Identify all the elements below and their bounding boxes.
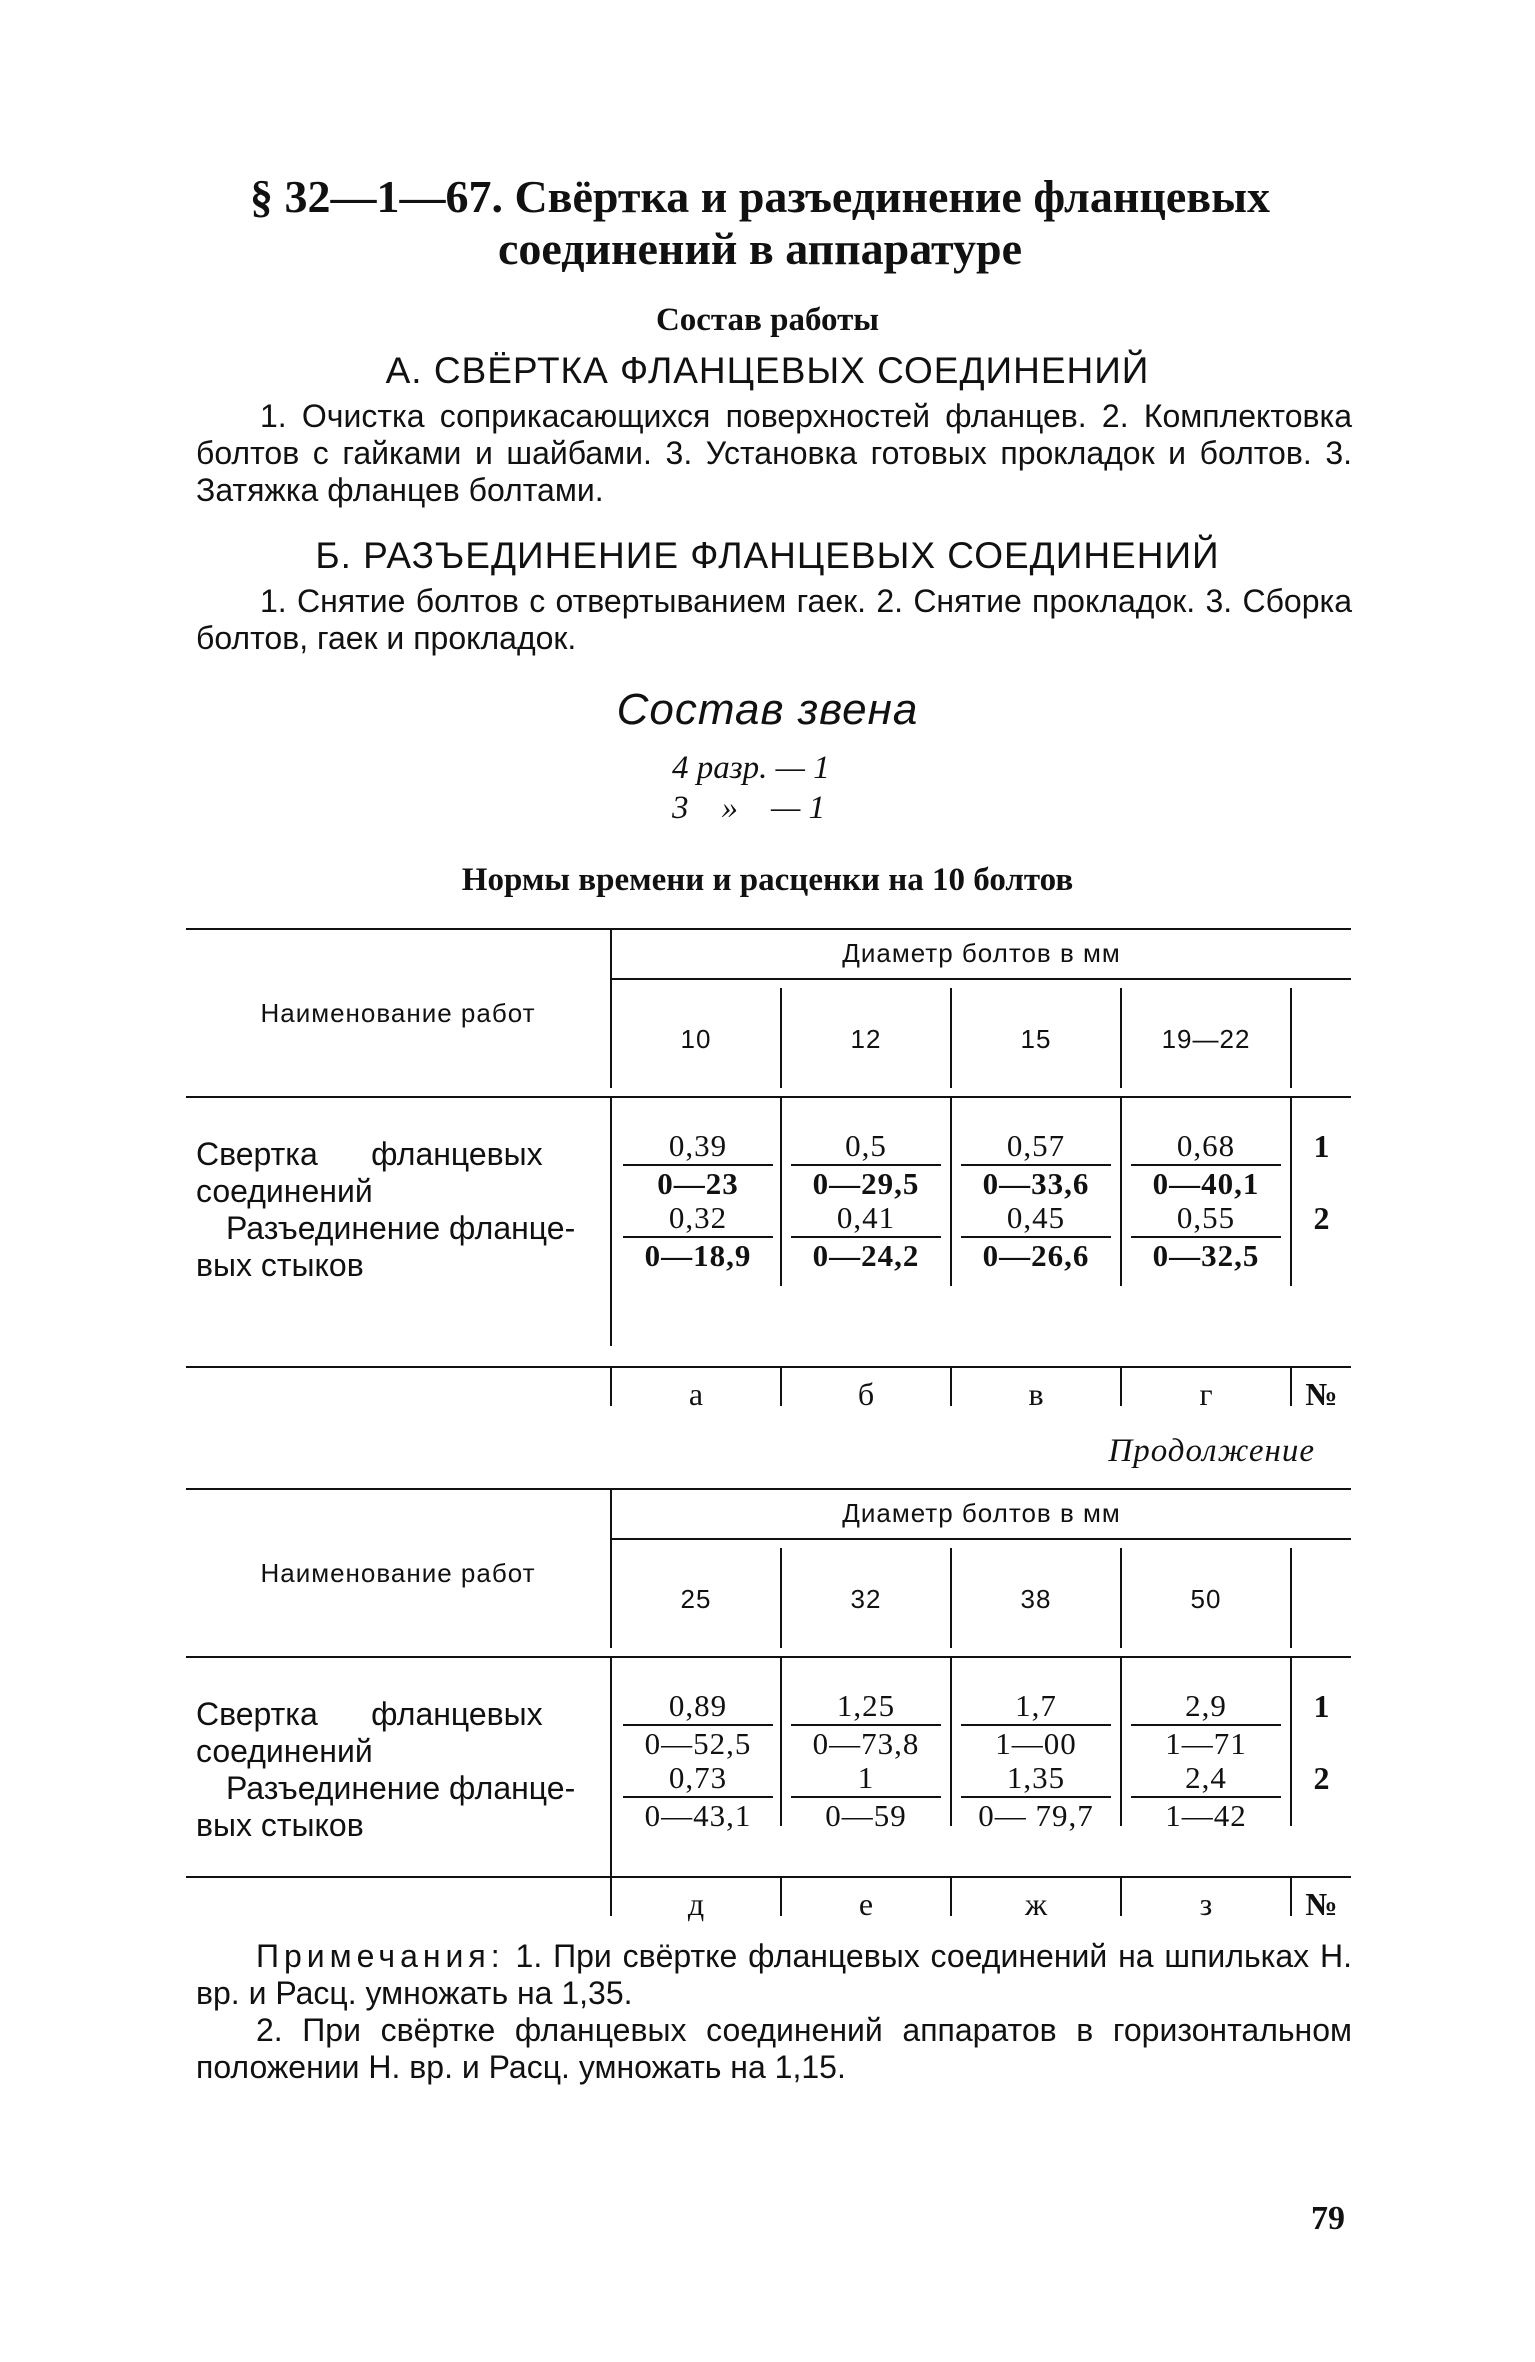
column-letter: ж [1024,1886,1048,1922]
norms-heading: Нормы времени и расценки на 10 болтов [461,862,1074,898]
norm-time: 1,35 [1006,1760,1066,1795]
note-1-text: 1. При свёртке фланцевых соединений на шпильках Н. вр. и Расц. умножать на 1,35. [196,1938,1353,2011]
norms-table-2 [186,1488,1351,1928]
diameter-15: 15 [1020,1024,1052,1054]
section-a-heading: А. СВЁРТКА ФЛАНЦЕВЫХ СОЕДИНЕНИЙ [385,350,1150,391]
rate: 0— 79,7 [961,1796,1111,1834]
column-letter: в [1028,1376,1044,1412]
norm-time: 0,55 [1176,1200,1236,1235]
diameter-10: 10 [680,1024,712,1054]
work-name: Свертка фланцевых соединений Разъединение фланце- вых стыков [196,1696,576,1843]
diameter-19-22: 19—22 [1161,1024,1251,1054]
note-1 [196,1938,1352,2012]
rate: 0—59 [791,1796,941,1834]
section-title-line2: соединений в аппаратуре [497,223,1023,274]
column-letter: а [688,1376,704,1412]
section-b-heading: Б. РАЗЪЕДИНЕНИЕ ФЛАНЦЕВЫХ СОЕДИНЕНИЙ [315,535,1220,576]
rate: 0—43,1 [623,1796,773,1834]
rate: 1—71 [1131,1724,1281,1762]
rate: 0—40,1 [1131,1164,1281,1202]
rate: 0—33,6 [961,1164,1111,1202]
norm-time: 0,41 [836,1200,896,1235]
rate: 0—32,5 [1131,1236,1281,1274]
norm-time: 0,5 [845,1128,887,1163]
norm-time: 1 [857,1760,875,1795]
note-2: 2. При свёртке фланцевых соединений аппаратов в горизонтальном положении Н. вр. и Расц. умножать на 1,15. [196,2012,1352,2085]
number-sign: № [1305,1886,1338,1922]
section-b-text: 1. Снятие болтов с отвертыванием гаек. 2. Снятие прокладок. 3. Сборка болтов, гаек и прокладок. [196,583,1352,656]
page-number: 79 [1311,2200,1345,2237]
column-letter: е [858,1886,874,1922]
column-letter: з [1199,1886,1213,1922]
crew-line: 3 » — 1 [672,790,826,826]
rate: 0—18,9 [623,1236,773,1274]
norm-time: 1,7 [1015,1688,1057,1723]
work-name: Свертка фланцевых соединений Разъединение фланце- вых стыков [196,1136,576,1283]
column-letter: б [857,1376,875,1412]
norm-time: 0,89 [668,1688,728,1723]
norm-time: 2,4 [1185,1760,1227,1795]
section-title-line1: § 32—1—67. Свёртка и разъединение фланцевых [249,171,1271,222]
crew-line: 4 разр. — 1 [672,750,830,786]
rate: 0—29,5 [791,1164,941,1202]
section-a-text: 1. Очистка соприкасающихся поверхностей фланцев. 2. Комплектовка болтов с гайками и шайбами. 3. Установка готовых прокладок и болтов. 3. Затяжка фланцев болтами. [196,398,1352,508]
rate: 0—23 [623,1164,773,1202]
notes-label: Примечания: [256,1938,505,1974]
norm-time: 0,68 [1176,1128,1236,1163]
rate: 0—24,2 [791,1236,941,1274]
column-letter: д [687,1886,705,1922]
rate: 0—26,6 [961,1236,1111,1274]
norms-table-1 [186,928,1351,1418]
norm-time: 0,57 [1006,1128,1066,1163]
diameter-header: Диаметр болтов в мм [842,1498,1121,1528]
norm-time: 0,73 [668,1760,728,1795]
column-letter: г [1199,1376,1213,1412]
norm-time: 0,32 [668,1200,728,1235]
continuation-label: Продолжение [1108,1433,1315,1469]
diameter-25: 25 [680,1584,712,1614]
diameter-32: 32 [850,1584,882,1614]
row-number: 2 [1313,1760,1330,1796]
diameter-38: 38 [1020,1584,1052,1614]
norm-time: 1,25 [836,1688,896,1723]
rate: 0—73,8 [791,1724,941,1762]
name-header: Наименование работ [260,998,536,1028]
crew-heading: Состав звена [616,685,919,734]
norm-time: 0,45 [1006,1200,1066,1235]
rate: 1—00 [961,1724,1111,1762]
norm-time: 0,39 [668,1128,728,1163]
norm-time: 2,9 [1185,1688,1227,1723]
diameter-header: Диаметр болтов в мм [842,938,1121,968]
composition-heading: Состав работы [655,302,880,338]
name-header: Наименование работ [260,1558,536,1588]
rate: 1—42 [1131,1796,1281,1834]
diameter-50: 50 [1190,1584,1222,1614]
row-number: 1 [1313,1128,1330,1164]
rate: 0—52,5 [623,1724,773,1762]
row-number: 2 [1313,1200,1330,1236]
number-sign: № [1305,1376,1338,1412]
row-number: 1 [1313,1688,1330,1724]
diameter-12: 12 [850,1024,882,1054]
